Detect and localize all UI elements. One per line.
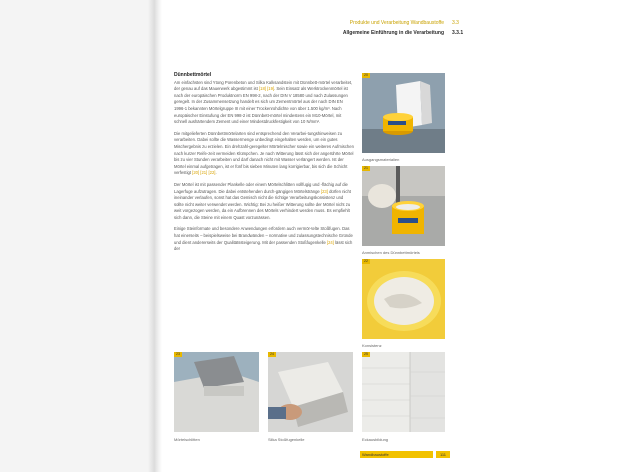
- paragraph-3: Der Mörtel ist mit passender Plankelle oder einem Mörtelschlitten vollfugig und -flächig auf die Lagerfuge aufzutragen. Die dabei entstehenden durch-gängigen Mörtelstränge [23] dürfen nicht ineinander verlaufen, sonst hat das Gemisch nicht die richtige Verarbeitungskonsistenz und sollte nicht weiter verwendet werden. Wichtig: Bei zu heißer Witterung sollte der Mörtel nicht zu weit vorgezogen werden, da ein Aufbrennen des Mörtels verhindert werden muss. Es empfiehlt sich dann, die Steine mit einem Quast vorzunässen.: [174, 181, 351, 220]
- figure-caption: Eckausbildung: [362, 437, 389, 442]
- figure-ref[interactable]: [18] [19]: [258, 86, 275, 92]
- article-heading: Dünnbettmörtel: [174, 72, 212, 78]
- photo-materials: [362, 73, 445, 153]
- figure-ref[interactable]: [24]: [326, 239, 334, 245]
- mortar-sled-illustration: [174, 352, 259, 432]
- paragraph-2: Die mitgelieferten Dünnbettmörtelarten sind entsprechend den Verarbei-tungshinweisen zu verarbeiten. Dabei sollte die Wassermenge unbedingt eingehalten werden, um ein gutes Mischergebnis zu erzielen. Ein drehzahl-geregelter Mörtelmischer sowie ein weiteres Aufmischen nach kurzer Reife-zeit vermeiden Klümpchen. Je nach Witterung lässt sich der angerührte Mörtel bis zu vier Stunden verarbeiten und darf danach nicht mit Wasser verlängert werden. Ist der Mörtel einmal aufgetragen, ist er fünf bis sieben Minuten lang korrigierbar, bis sich die Schicht verfestigt [20] [21] [22].: [174, 130, 354, 176]
- facing-page: [0, 0, 155, 472]
- photo-mixing: [362, 166, 445, 246]
- paragraph-1: Am einfachsten sind Ytong Porenbeton und Silka Kalksandstein mit Dünnbett-mörtel verarbeitet, der genau auf das Mauerwerk abgestimmt ist [18] [19]. Sein Einsatz als Werktrockenmörtel ist nach der europäischen Produktnorm EN 998-2, nach der DIN V 18580 und nach Zulassungen geregelt. In der Zusammensetzung handelt es sich um Zementmörtel aus der nach DIN EN 1996-1 bekannten Mörtelgruppe III mit einer Trockenrohdichte von über 1.500 kg/m³. Nach europäischer Einstufung der EN 998-2 ist Dünnbett-mörtel mindestens ein M10-Mörtel, mit schnell aushärtendem Zement und einer Mindestdruckfestigkeit von 10 N/mm².: [174, 79, 353, 125]
- figure-caption: Konsistenz: [362, 343, 382, 348]
- chapter-number: 3.3: [452, 20, 459, 26]
- consistency-illustration: [362, 259, 445, 339]
- figure-caption: Mörtelschlitten: [174, 437, 200, 442]
- figure-ref[interactable]: [20] [21] [22]: [192, 170, 216, 176]
- photo-corner: [362, 352, 445, 432]
- section-title: Allgemeine Einführung in die Verarbeitung: [342, 30, 444, 36]
- chapter-header: [350, 20, 472, 26]
- mixing-illustration: [362, 166, 445, 246]
- section-header: [343, 30, 472, 36]
- figure-number-badge: 24: [268, 352, 276, 357]
- figure-number-badge: 21: [362, 166, 370, 171]
- materials-illustration: [362, 73, 445, 153]
- figure-caption: Anmischen des Dünnbettmörtels: [362, 250, 420, 255]
- figure-number-badge: 22: [362, 259, 370, 264]
- chapter-title: Produkte und Verarbeitung Wandbaustoffe: [349, 20, 444, 26]
- figure-ref[interactable]: [23]: [320, 188, 328, 194]
- paragraph-4: Einige Steinformate und besondere Anwendungen erfordern auch vermör-telte Stoßfugen. Das hat einerseits – beispielsweise bei Brandwänden – normative und zulassungstechnische Gründe und dient andererseits der Qualitätssteigerung. Mit der passenden Stoßfugenkelle [24] lässt sich der: [174, 226, 353, 252]
- joint-trowel-illustration: [268, 352, 353, 432]
- figure-number-badge: 23: [174, 352, 182, 357]
- figure-number-badge: 20: [362, 73, 370, 78]
- section-number: 3.3.1: [452, 30, 464, 36]
- page-margin: [478, 0, 630, 472]
- footer-section-label: Wandbaustoffe: [360, 451, 433, 458]
- photo-consistency: [362, 259, 445, 339]
- photo-mortar-sled: [174, 352, 259, 432]
- page-number: 111: [436, 451, 450, 458]
- figure-caption: Silka Stoßfugenkelle: [268, 437, 305, 442]
- book-gutter: [148, 0, 162, 472]
- corner-illustration: [362, 352, 445, 432]
- figure-caption: Ausgangsmaterialien: [362, 157, 400, 162]
- figure-number-badge: 25: [362, 352, 370, 357]
- photo-joint-trowel: [268, 352, 353, 432]
- article-text: [174, 72, 354, 258]
